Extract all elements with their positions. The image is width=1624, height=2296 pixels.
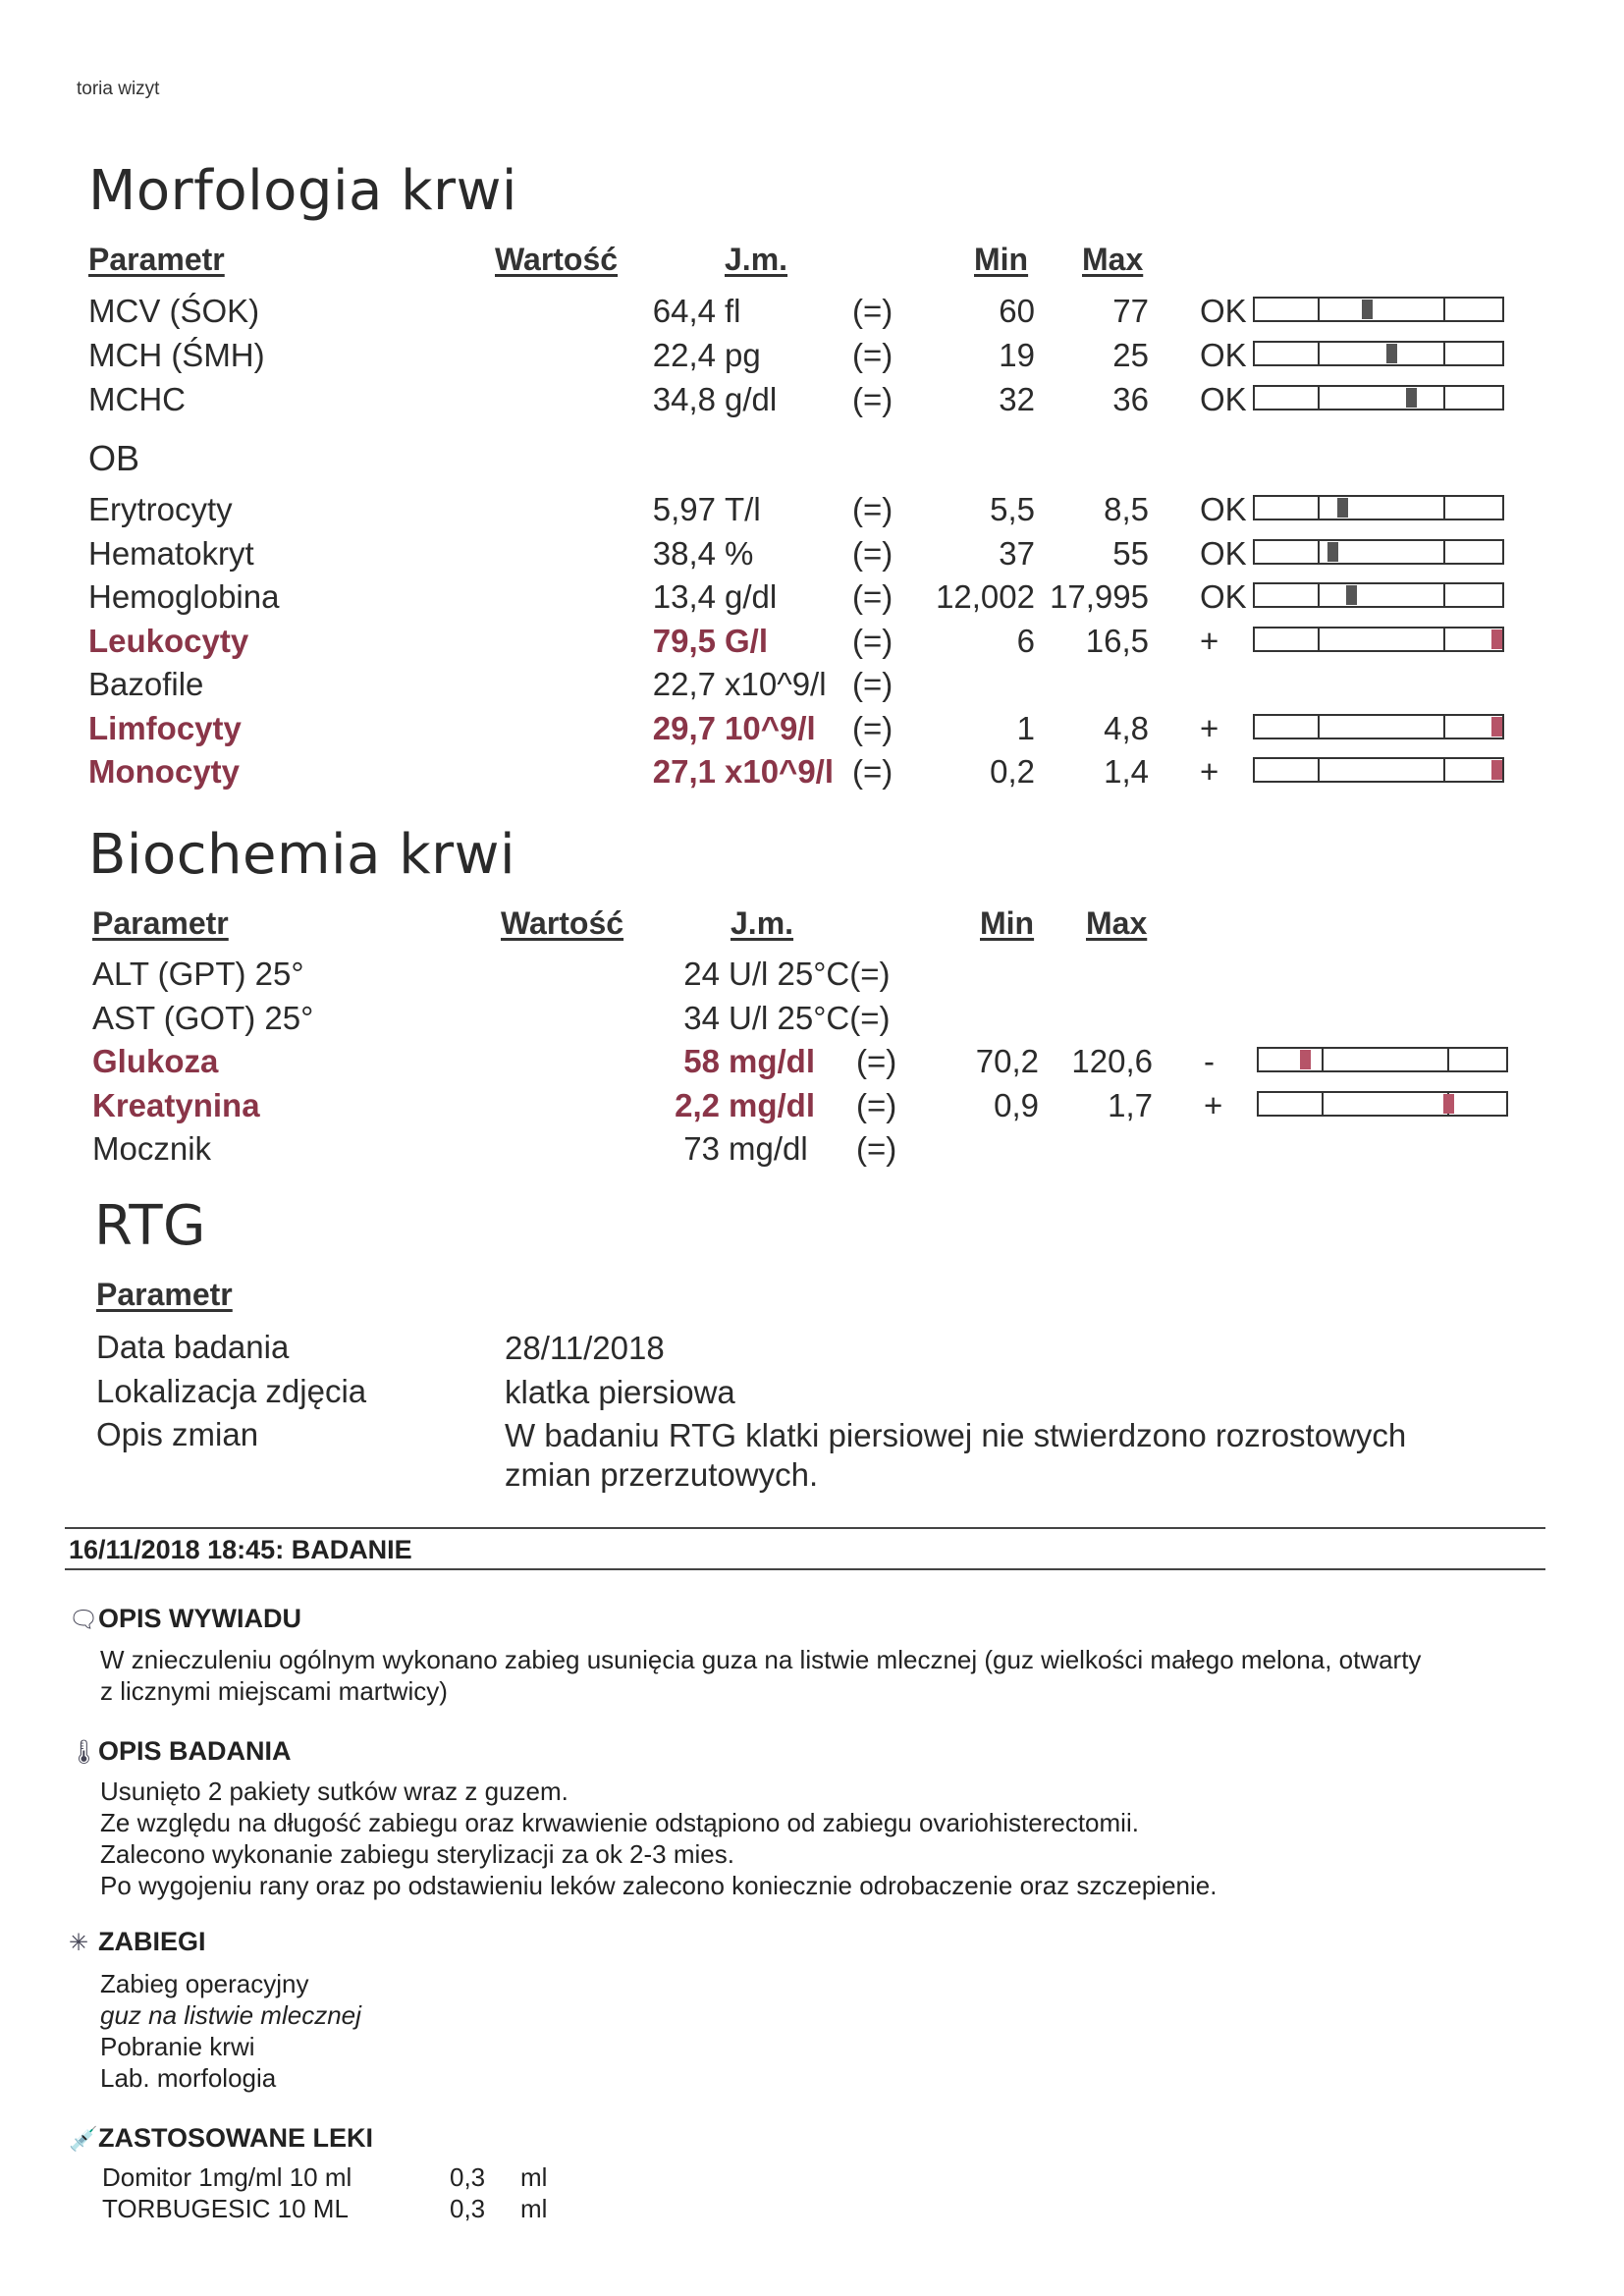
range-tick: [1318, 343, 1320, 364]
range-tick: [1318, 497, 1320, 519]
result-name: Hematokryt: [88, 534, 254, 572]
visit-title: 16/11/2018 18:45: BADANIE: [69, 1535, 412, 1564]
zabiegi-text: [100, 1968, 1553, 2094]
badanie-heading-label: OPIS BADANIA: [98, 1736, 292, 1766]
rtg-label: Lokalizacja zdjęcia: [96, 1373, 367, 1409]
result-max: 36: [1112, 381, 1149, 417]
result-status: OK: [1200, 337, 1247, 373]
result-row: [0, 666, 1624, 709]
range-tick: [1443, 497, 1445, 519]
result-max: 8,5: [1104, 491, 1149, 527]
result-value: 27,1: [652, 753, 716, 790]
result-unit: g/dl: [725, 578, 778, 615]
result-min: 32: [999, 381, 1035, 417]
result-eq: (=): [852, 578, 893, 615]
result-unit: %: [725, 534, 754, 572]
range-tick: [1443, 299, 1445, 320]
result-name: Limfocyty: [88, 709, 242, 746]
result-name: MCH (ŚMH): [88, 337, 265, 373]
range-tick: [1447, 1049, 1449, 1070]
range-marker: [1491, 760, 1502, 780]
result-unit: U/l 25°C(=): [729, 999, 891, 1036]
range-tick: [1318, 716, 1320, 738]
result-status: +: [1204, 1086, 1223, 1123]
range-tick: [1318, 541, 1320, 563]
result-value: 34,8: [652, 381, 716, 417]
wywiad-line: W znieczuleniu ogólnym wykonano zabieg usunięcia guza na listwie mlecznej (guz wielkości małego melona, otwarty: [100, 1645, 1422, 1674]
result-eq: (=): [856, 1130, 897, 1167]
result-row: [0, 753, 1624, 796]
result-eq: (=): [852, 666, 893, 702]
result-unit: x10^9/l: [725, 753, 835, 790]
wywiad-heading: [69, 1604, 301, 1634]
morfologia-header-param: Parametr: [88, 242, 225, 277]
result-min: 70,2: [975, 1043, 1039, 1079]
result-eq: (=): [852, 709, 893, 746]
result-max: 4,8: [1104, 709, 1149, 746]
result-eq: (=): [852, 491, 893, 527]
range-bar: [1253, 495, 1504, 520]
result-value: 29,7: [652, 709, 716, 746]
range-tick: [1318, 299, 1320, 320]
result-max: 120,6: [1071, 1043, 1153, 1079]
result-eq: (=): [852, 337, 893, 373]
asterisk-icon: ✳: [69, 1930, 89, 1956]
range-bar: [1253, 582, 1504, 608]
result-unit: mg/dl: [729, 1130, 808, 1167]
result-max: 55: [1112, 534, 1149, 572]
result-unit: mg/dl: [729, 1043, 815, 1079]
range-bar: [1253, 714, 1504, 739]
range-tick: [1318, 387, 1320, 409]
result-status: +: [1200, 753, 1219, 790]
result-name: ALT (GPT) 25°: [92, 956, 304, 992]
range-tick: [1443, 759, 1445, 781]
rtg-value: klatka piersiowa: [505, 1374, 735, 1410]
result-min: 0,9: [994, 1086, 1039, 1123]
result-row: [4, 1087, 1624, 1130]
wywiad-line: z licznymi miejscami martwicy): [100, 1676, 448, 1706]
ob-subtitle: OB: [88, 438, 140, 478]
range-bar: [1253, 757, 1504, 783]
badanie-line: Zalecono wykonanie zabiegu sterylizacji za ok 2-3 mies.: [100, 1839, 734, 1869]
divider-bottom: [65, 1568, 1545, 1570]
zabiegi-line-italic: guz na listwie mlecznej: [100, 2000, 361, 2030]
med-name: Domitor 1mg/ml 10 ml: [102, 2162, 352, 2192]
result-name: MCV (ŚOK): [88, 293, 260, 329]
result-eq: (=): [852, 534, 893, 572]
range-tick: [1443, 541, 1445, 563]
range-marker: [1406, 388, 1417, 408]
result-name: Erytrocyty: [88, 491, 233, 527]
result-eq: (=): [856, 1043, 897, 1079]
range-bar: [1253, 341, 1504, 366]
result-unit: pg: [725, 337, 761, 373]
med-dose: 0,3: [450, 2194, 486, 2223]
biochemia-header-param: Parametr: [92, 905, 229, 941]
result-eq: (=): [852, 753, 893, 790]
range-tick: [1443, 343, 1445, 364]
range-marker: [1346, 585, 1357, 605]
result-value: 22,4: [652, 337, 716, 373]
result-unit: x10^9/l: [725, 666, 827, 702]
result-status: -: [1204, 1043, 1215, 1079]
range-marker: [1327, 542, 1338, 562]
result-row: [0, 381, 1624, 424]
med-unit: ml: [520, 2194, 548, 2223]
result-unit: g/dl: [725, 381, 778, 417]
range-marker: [1491, 717, 1502, 737]
rtg-header-param: Parametr: [96, 1277, 233, 1312]
range-tick: [1318, 759, 1320, 781]
result-row: [4, 1043, 1624, 1086]
result-eq: (=): [852, 381, 893, 417]
result-max: 1,7: [1108, 1086, 1153, 1123]
result-value: 5,97: [652, 491, 716, 527]
result-eq: (=): [856, 1086, 897, 1123]
result-min: 0,2: [990, 753, 1035, 790]
result-name: Bazofile: [88, 666, 204, 702]
result-unit: U/l 25°C(=): [729, 956, 891, 992]
result-max: 16,5: [1085, 622, 1149, 659]
range-tick: [1322, 1049, 1324, 1070]
range-marker: [1362, 300, 1373, 319]
result-row: [0, 293, 1624, 336]
result-name: Kreatynina: [92, 1086, 260, 1123]
morfologia-title: Morfologia krwi: [88, 159, 517, 223]
result-unit: G/l: [725, 622, 769, 659]
rtg-value: 28/11/2018: [505, 1330, 665, 1366]
rtg-title: RTG: [94, 1194, 206, 1258]
result-unit: fl: [725, 293, 741, 329]
result-row: [0, 491, 1624, 534]
range-tick: [1443, 584, 1445, 606]
range-bar: [1253, 297, 1504, 322]
result-status: OK: [1200, 534, 1247, 572]
result-row: [4, 1130, 1624, 1174]
range-bar: [1253, 627, 1504, 652]
rtg-label: Data badania: [96, 1329, 290, 1365]
range-bar: [1253, 385, 1504, 410]
result-min: 5,5: [990, 491, 1035, 527]
result-unit: mg/dl: [729, 1086, 815, 1123]
result-name: AST (GOT) 25°: [92, 999, 314, 1036]
result-name: Hemoglobina: [88, 578, 280, 615]
result-row: [0, 623, 1624, 666]
result-status: OK: [1200, 491, 1247, 527]
range-bar: [1253, 539, 1504, 565]
range-marker: [1491, 629, 1502, 649]
badanie-line: Ze względu na długość zabiegu oraz krwawienie odstąpiono od zabiegu ovariohisterectomii.: [100, 1808, 1139, 1837]
zabiegi-line: Zabieg operacyjny: [100, 1969, 309, 1998]
result-value: 24: [683, 956, 720, 992]
result-eq: (=): [852, 293, 893, 329]
leki-heading-label: ZASTOSOWANE LEKI: [98, 2123, 374, 2153]
range-marker: [1443, 1094, 1454, 1114]
badanie-heading: [69, 1736, 292, 1767]
wywiad-text: [100, 1644, 1553, 1707]
result-min: 60: [999, 293, 1035, 329]
result-status: +: [1200, 622, 1219, 659]
range-tick: [1443, 716, 1445, 738]
result-value: 64,4: [652, 293, 716, 329]
result-row: [0, 710, 1624, 753]
morfologia-header-value: Wartość: [495, 242, 619, 277]
result-value: 2,2: [675, 1086, 720, 1123]
biochemia-header-max: Max: [1086, 905, 1148, 941]
zabiegi-heading: [69, 1927, 206, 1957]
biochemia-header-value: Wartość: [501, 905, 624, 941]
badanie-line: Po wygojeniu rany oraz po odstawieniu leków zalecono koniecznie odrobaczenie oraz szczepienie.: [100, 1871, 1218, 1900]
med-unit: ml: [520, 2162, 548, 2192]
result-value: 79,5: [652, 622, 716, 659]
range-tick: [1443, 629, 1445, 650]
range-tick: [1443, 387, 1445, 409]
wywiad-heading-label: OPIS WYWIADU: [98, 1604, 301, 1633]
result-row: [0, 578, 1624, 622]
result-value: 38,4: [652, 534, 716, 572]
result-status: OK: [1200, 381, 1247, 417]
result-status: OK: [1200, 293, 1247, 329]
divider-top: [65, 1527, 1545, 1529]
range-marker: [1300, 1050, 1311, 1069]
zabiegi-line: Lab. morfologia: [100, 2063, 277, 2093]
result-min: 19: [999, 337, 1035, 373]
result-unit: T/l: [725, 491, 761, 527]
result-value: 58: [683, 1043, 720, 1079]
result-row: [0, 337, 1624, 380]
biochemia-header-unit: J.m.: [731, 905, 794, 941]
result-max: 77: [1112, 293, 1149, 329]
morfologia-header-max: Max: [1082, 242, 1144, 277]
biochemia-header-min: Min: [980, 905, 1035, 941]
result-name: Glukoza: [92, 1043, 219, 1079]
result-value: 22,7: [652, 666, 716, 702]
result-unit: 10^9/l: [725, 709, 816, 746]
med-name: TORBUGESIC 10 ML: [102, 2194, 349, 2223]
zabiegi-heading-label: ZABIEGI: [98, 1927, 206, 1956]
range-tick: [1322, 1093, 1324, 1115]
result-name: Mocznik: [92, 1130, 212, 1167]
result-status: +: [1200, 709, 1219, 746]
result-row: [0, 535, 1624, 578]
result-value: 13,4: [652, 578, 716, 615]
thermometer-icon: 🌡: [69, 1739, 99, 1766]
result-name: MCHC: [88, 381, 186, 417]
range-bar: [1257, 1047, 1508, 1072]
range-tick: [1318, 629, 1320, 650]
range-marker: [1386, 344, 1397, 363]
med-dose: 0,3: [450, 2162, 486, 2192]
result-eq: (=): [852, 622, 893, 659]
result-min: 12,002: [936, 578, 1035, 615]
result-value: 34: [683, 999, 720, 1036]
morfologia-header-min: Min: [974, 242, 1029, 277]
result-row: [4, 956, 1624, 999]
badanie-line: Usunięto 2 pakiety sutków wraz z guzem.: [100, 1777, 568, 1806]
page-top-label: toria wizyt: [77, 79, 160, 99]
badanie-text: [100, 1776, 1553, 1901]
range-bar: [1257, 1091, 1508, 1117]
person-icon: 🗨: [69, 1607, 99, 1633]
result-min: 1: [1016, 709, 1035, 746]
zabiegi-line: Pobranie krwi: [100, 2032, 255, 2061]
range-marker: [1337, 498, 1348, 518]
biochemia-title: Biochemia krwi: [88, 823, 516, 887]
syringe-icon: 💉: [69, 2126, 98, 2153]
rtg-value: W badaniu RTG klatki piersiowej nie stwierdzono rozrostowych zmian przerzutowych.: [505, 1417, 1407, 1493]
result-name: Monocyty: [88, 753, 241, 790]
result-name: Leukocyty: [88, 622, 249, 659]
rtg-label: Opis zmian: [96, 1416, 259, 1452]
range-tick: [1318, 584, 1320, 606]
result-status: OK: [1200, 578, 1247, 615]
result-value: 73: [683, 1130, 720, 1167]
result-row: [4, 1000, 1624, 1043]
leki-heading: [69, 2123, 373, 2154]
result-min: 37: [999, 534, 1035, 572]
result-min: 6: [1016, 622, 1035, 659]
result-max: 17,995: [1050, 578, 1149, 615]
morfologia-header-unit: J.m.: [725, 242, 788, 277]
result-max: 25: [1112, 337, 1149, 373]
result-max: 1,4: [1104, 753, 1149, 790]
